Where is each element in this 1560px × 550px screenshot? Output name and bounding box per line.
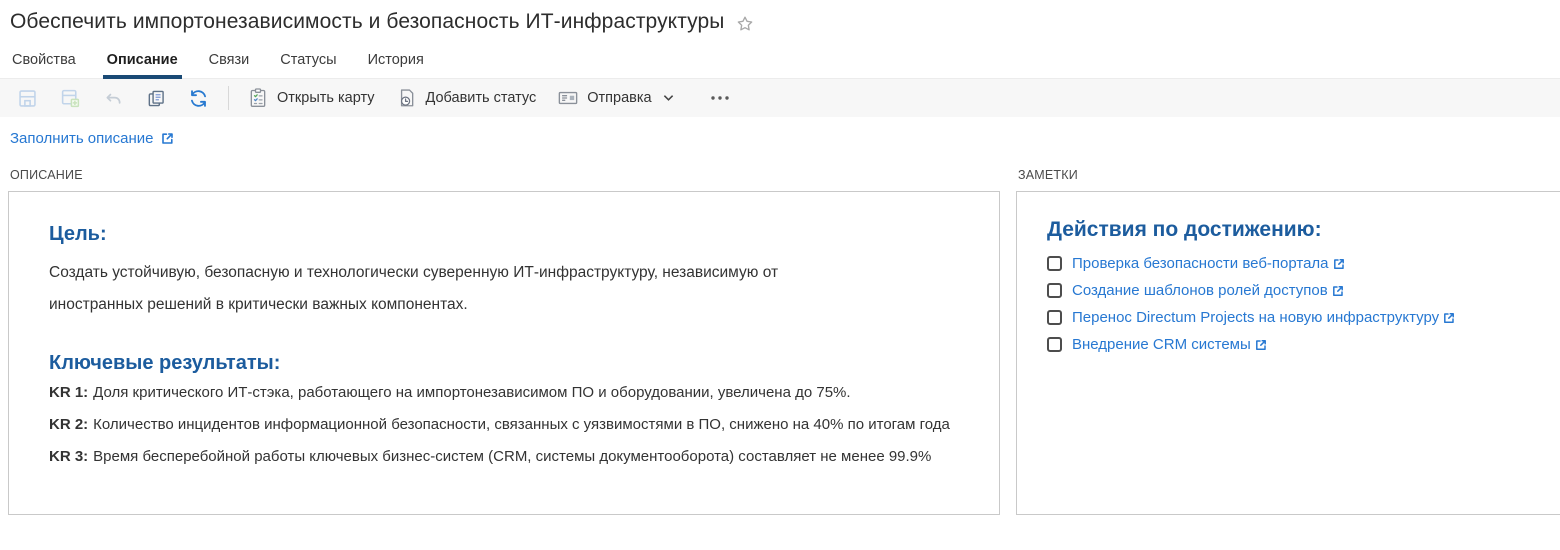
key-result-line <box>49 411 959 439</box>
action-label: Внедрение CRM системы <box>1072 336 1251 353</box>
notes-column <box>1016 168 1560 515</box>
tab-statuses[interactable]: Статусы <box>280 52 337 68</box>
actions-heading: Действия по достижению: <box>1047 218 1322 241</box>
refresh-button[interactable] <box>177 83 220 114</box>
send-label: Отправка <box>587 90 652 106</box>
save-icon <box>17 88 38 109</box>
save-add-button[interactable] <box>49 83 92 114</box>
action-checkbox[interactable] <box>1047 337 1062 352</box>
undo-icon <box>103 88 124 109</box>
add-status-icon <box>397 87 417 109</box>
content-area <box>0 168 1560 528</box>
more-icon <box>710 95 730 101</box>
key-result-line <box>49 379 959 407</box>
copy-button[interactable] <box>135 83 177 114</box>
undo-button[interactable] <box>92 83 135 114</box>
action-checkbox[interactable] <box>1047 310 1062 325</box>
chevron-down-icon <box>663 94 674 102</box>
header <box>0 0 1560 34</box>
fill-description-link[interactable] <box>10 130 175 147</box>
add-status-button[interactable] <box>386 82 548 114</box>
kr-prefix: KR 1: <box>49 384 89 401</box>
action-item <box>1047 336 1560 353</box>
key-result-line <box>49 443 959 471</box>
toolbar <box>0 79 1560 117</box>
description-column <box>8 168 1000 515</box>
tab-history[interactable]: История <box>367 52 424 68</box>
action-checkbox[interactable] <box>1047 256 1062 271</box>
action-label: Перенос Directum Projects на новую инфраструктуру <box>1072 309 1440 326</box>
goal-heading: Цель: <box>49 223 107 245</box>
external-link-icon <box>1254 338 1268 352</box>
notes-section-label: ЗАМЕТКИ <box>1018 168 1078 182</box>
refresh-icon <box>188 88 209 109</box>
copy-icon <box>146 88 166 109</box>
kr-text: Количество инцидентов информационной безопасности, связанных с уязвимостями в ПО, снижено на 40% по итогам года <box>93 416 950 433</box>
send-button[interactable] <box>547 85 684 111</box>
more-button[interactable] <box>699 90 741 106</box>
external-link-icon <box>1331 284 1345 298</box>
key-results-heading: Ключевые результаты: <box>49 352 281 374</box>
kr-prefix: KR 2: <box>49 416 89 433</box>
fill-description-label: Заполнить описание <box>10 130 154 147</box>
kr-prefix: KR 3: <box>49 448 89 465</box>
action-link[interactable] <box>1072 282 1345 299</box>
save-button[interactable] <box>6 83 49 114</box>
open-map-button[interactable] <box>237 82 386 114</box>
external-link-icon <box>1442 311 1456 325</box>
open-map-icon <box>248 87 268 109</box>
action-link[interactable] <box>1072 309 1456 326</box>
tab-description[interactable]: Описание <box>105 47 180 78</box>
open-map-label: Открыть карту <box>277 90 375 106</box>
goal-text: Создать устойчивую, безопасную и технологически суверенную ИТ-инфраструктуру, независимую от иностранных решений в критически важных компонентах. <box>49 264 779 313</box>
kr-text: Время бесперебойной работы ключевых бизнес-систем (CRM, системы документооборота) составляет не менее 99.9% <box>93 448 932 465</box>
favorite-star-icon[interactable] <box>735 14 755 34</box>
action-link[interactable] <box>1072 336 1268 353</box>
save-add-icon <box>60 88 81 109</box>
send-icon <box>558 90 578 106</box>
action-item <box>1047 255 1560 272</box>
notes-panel[interactable] <box>1016 191 1560 515</box>
tab-links[interactable]: Связи <box>208 52 250 68</box>
external-link-icon <box>1332 257 1346 271</box>
page-title: Обеспечить импортонезависимость и безопасность ИТ-инфраструктуры <box>10 10 725 33</box>
kr-text: Доля критического ИТ-стэка, работающего на импортонезависимом ПО и оборудовании, увеличена до 75%. <box>93 384 851 401</box>
tab-bar <box>0 47 1560 79</box>
add-status-label: Добавить статус <box>425 90 537 106</box>
tab-properties[interactable]: Свойства <box>12 52 76 68</box>
action-checkbox[interactable] <box>1047 283 1062 298</box>
action-item <box>1047 282 1560 299</box>
action-item <box>1047 309 1560 326</box>
action-label: Создание шаблонов ролей доступов <box>1072 282 1328 299</box>
description-section-label: ОПИСАНИЕ <box>10 168 83 182</box>
action-link[interactable] <box>1072 255 1346 272</box>
toolbar-separator <box>228 86 229 110</box>
external-link-icon <box>160 131 175 146</box>
description-panel[interactable] <box>8 191 1000 515</box>
action-label: Проверка безопасности веб-портала <box>1072 255 1329 272</box>
